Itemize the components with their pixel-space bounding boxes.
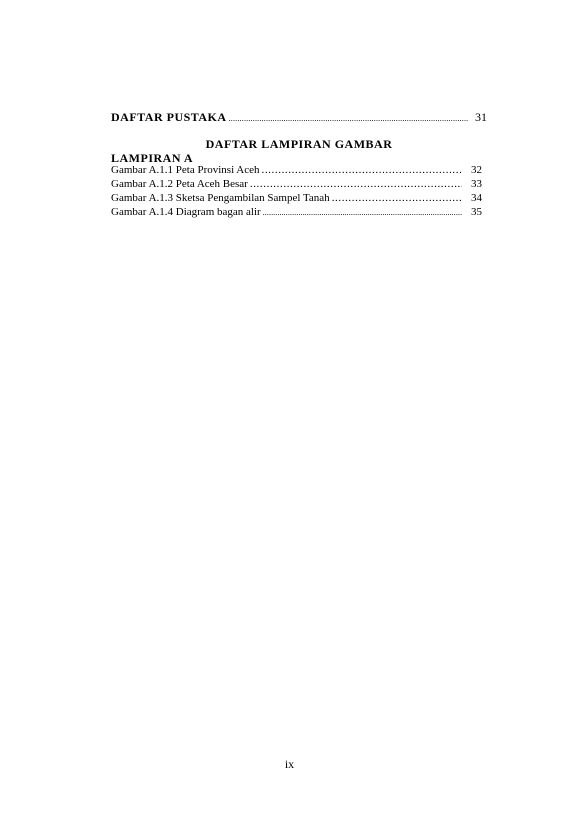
figure-entry-title: Gambar A.1.1 Peta Provinsi Aceh [111,164,260,176]
figure-entry [111,164,482,178]
figure-entry-title: Gambar A.1.2 Peta Aceh Besar [111,178,248,190]
figure-entry [111,206,482,220]
dot-leader [229,114,468,123]
dot-leader [250,178,462,190]
toc-entry-title: DAFTAR PUSTAKA [111,110,227,124]
figure-entry-page: 32 [471,164,482,176]
figure-entry [111,192,482,206]
section-heading: DAFTAR LAMPIRAN GAMBAR [205,137,393,151]
toc-entry-page: 31 [475,110,487,124]
figure-entry-page: 35 [471,206,482,218]
figure-entry-title: Gambar A.1.4 Diagram bagan alir [111,206,261,218]
dot-leader [332,192,462,204]
toc-entry-daftar-pustaka [111,110,487,126]
figure-entry-page: 34 [471,192,482,204]
dot-leader [261,164,462,176]
group-heading: LAMPIRAN A [111,151,193,165]
figure-entry-title: Gambar A.1.3 Sketsa Pengambilan Sampel Tanah [111,192,330,204]
figure-entry-page: 33 [471,178,482,190]
dot-leader [263,208,462,217]
page-number: ix [284,757,295,771]
figure-entry [111,178,482,192]
